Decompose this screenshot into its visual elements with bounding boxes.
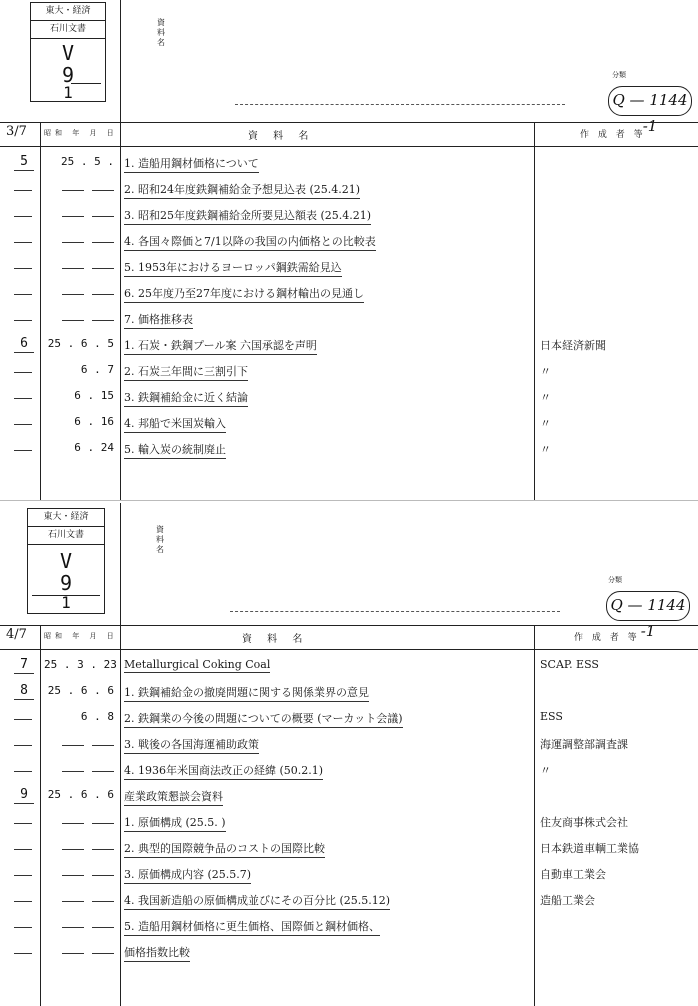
stamp-sub: 1 <box>61 593 71 612</box>
record-author: 住友商事株式会社 <box>540 816 628 829</box>
record-number: 6 <box>20 336 28 351</box>
record-title: 価格指数比較 <box>124 944 190 962</box>
list-item <box>0 915 698 941</box>
record-title: 2. 鉄鋼業の今後の問題についての概要 (マーカット会議) <box>124 710 403 728</box>
list-item <box>0 681 698 707</box>
record-title: 3. 原価構成内容 (25.5.7) <box>124 866 251 884</box>
list-item <box>0 941 698 967</box>
header-author: 作 成 者 等 <box>580 130 646 140</box>
class-label: 分類 <box>612 71 626 79</box>
record-title: 4. 我国新造船の原価構成並びにその百分比 (25.5.12) <box>124 892 390 910</box>
classification-code: Q — 1144 -1 <box>608 86 692 116</box>
record-author: 造船工業会 <box>540 894 595 907</box>
stamp-org: 東大・経済 <box>31 3 105 21</box>
list-item <box>0 334 698 360</box>
record-number: 8 <box>20 683 28 698</box>
stamp-vol: V <box>59 549 73 573</box>
stamp-num: 9 <box>59 571 73 595</box>
list-item <box>0 152 698 178</box>
record-author: 〃 <box>540 764 551 777</box>
record-title: 1. 鉄鋼補給金の撤廃問題に関する関係業界の意見 <box>124 684 369 702</box>
classification-code: Q — 1144 -1 <box>606 591 690 621</box>
title-label: 資 料 名 <box>157 18 165 47</box>
stamp-collection: 石川文書 <box>28 527 104 545</box>
record-author: 自動車工業会 <box>540 868 606 881</box>
record-title: 6. 25年度乃至27年度における鋼材輸出の見通し <box>124 285 364 303</box>
record-title: 産業政策懇談会資料 <box>124 788 223 806</box>
record-title: 1. 原価構成 (25.5. ) <box>124 814 226 832</box>
list-item <box>0 733 698 759</box>
record-title: 1. 造船用鋼材価格について <box>124 155 259 173</box>
title-label: 資 料 名 <box>156 525 164 554</box>
record-title: 4. 邦船で米国炭輸入 <box>124 415 226 433</box>
record-title: 4. 各国々際価と7/1以降の我国の内価格との比較表 <box>124 233 376 251</box>
record-author: 海運調整部調査課 <box>540 738 628 751</box>
list-item <box>0 204 698 230</box>
stamp-num: 9 <box>61 63 75 87</box>
record-title: 2. 昭和24年度鉄鋼補給金予想見込表 (25.4.21) <box>124 181 360 199</box>
list-item <box>0 386 698 412</box>
record-title: Metallurgical Coking Coal <box>124 658 271 671</box>
record-title: 2. 石炭三年間に三割引下 <box>124 363 248 381</box>
record-author: 日本経済新聞 <box>540 339 606 352</box>
list-item <box>0 889 698 915</box>
record-author: 日本鉄道車輌工業協 <box>540 842 639 855</box>
list-item <box>0 230 698 256</box>
record-number: 9 <box>20 787 28 802</box>
record-title: 3. 昭和25年度鉄鋼補給金所要見込額表 (25.4.21) <box>124 207 371 225</box>
header-date-label: 3/7 <box>6 124 27 139</box>
record-date: 6 . 7 <box>80 363 114 376</box>
stamp-sub: 1 <box>63 83 73 102</box>
archive-stamp <box>27 508 105 614</box>
record-author: 〃 <box>540 417 551 430</box>
stamp-vol: V <box>61 41 75 65</box>
header-title: 資 料 名 <box>242 634 309 645</box>
record-title: 3. 戦後の各国海運補助政策 <box>124 736 259 754</box>
list-item <box>0 655 698 681</box>
record-date: 6 . 15 <box>74 389 114 402</box>
archive-stamp <box>30 2 106 102</box>
record-author: ESS <box>540 710 563 723</box>
catalog-card-top <box>0 0 698 500</box>
record-date: 25 . 6 . 6 <box>47 788 114 801</box>
header-title: 資 料 名 <box>248 131 315 142</box>
list-item <box>0 811 698 837</box>
list-item <box>0 837 698 863</box>
record-author: SCAP. ESS <box>540 658 599 671</box>
record-title: 5. 造船用鋼材価格に更生価格、国際価と鋼材価格、 <box>124 918 380 936</box>
list-item <box>0 282 698 308</box>
list-item <box>0 308 698 334</box>
list-item <box>0 707 698 733</box>
record-title: 4. 1936年米国商法改正の経緯 (50.2.1) <box>124 762 323 780</box>
list-item <box>0 412 698 438</box>
record-number: 7 <box>20 657 28 672</box>
header-date-label: 4/7 <box>6 627 27 642</box>
record-date: 6 . 16 <box>74 415 114 428</box>
record-title: 5. 1953年におけるヨーロッパ鋼鉄需給見込 <box>124 259 342 277</box>
list-item <box>0 438 698 464</box>
record-date: 6 . 24 <box>74 441 114 454</box>
record-title: 3. 鉄鋼補給金に近く結論 <box>124 389 248 407</box>
record-title: 5. 輸入炭の統制廃止 <box>124 441 226 459</box>
record-date: 25 . 6 . 5 <box>47 337 114 350</box>
class-label: 分類 <box>608 576 622 584</box>
stamp-org: 東大・経済 <box>28 509 104 527</box>
record-author: 〃 <box>540 443 551 456</box>
record-author: 〃 <box>540 391 551 404</box>
header-era: 昭和 年 月 日 <box>44 129 118 137</box>
record-date: 25 . 3 . 23 <box>44 658 117 671</box>
list-item <box>0 759 698 785</box>
list-item <box>0 256 698 282</box>
record-date: 25 . 5 . <box>61 155 114 168</box>
list-item <box>0 863 698 889</box>
record-author: 〃 <box>540 365 551 378</box>
record-title: 7. 価格推移表 <box>124 311 193 329</box>
record-title: 1. 石炭・鉄鋼プール案 六国承認を声明 <box>124 337 317 355</box>
record-date: 6 . 8 <box>80 710 114 723</box>
list-item <box>0 360 698 386</box>
header-era: 昭和 年 月 日 <box>44 632 118 640</box>
record-number: 5 <box>20 154 28 169</box>
list-item <box>0 178 698 204</box>
record-title: 2. 典型的国際競争品のコストの国際比較 <box>124 840 325 858</box>
stamp-collection: 石川文書 <box>31 21 105 39</box>
list-item <box>0 785 698 811</box>
catalog-card-bottom <box>0 503 698 1006</box>
header-author: 作 成 者 等 <box>574 633 640 643</box>
record-date: 25 . 6 . 6 <box>47 684 114 697</box>
